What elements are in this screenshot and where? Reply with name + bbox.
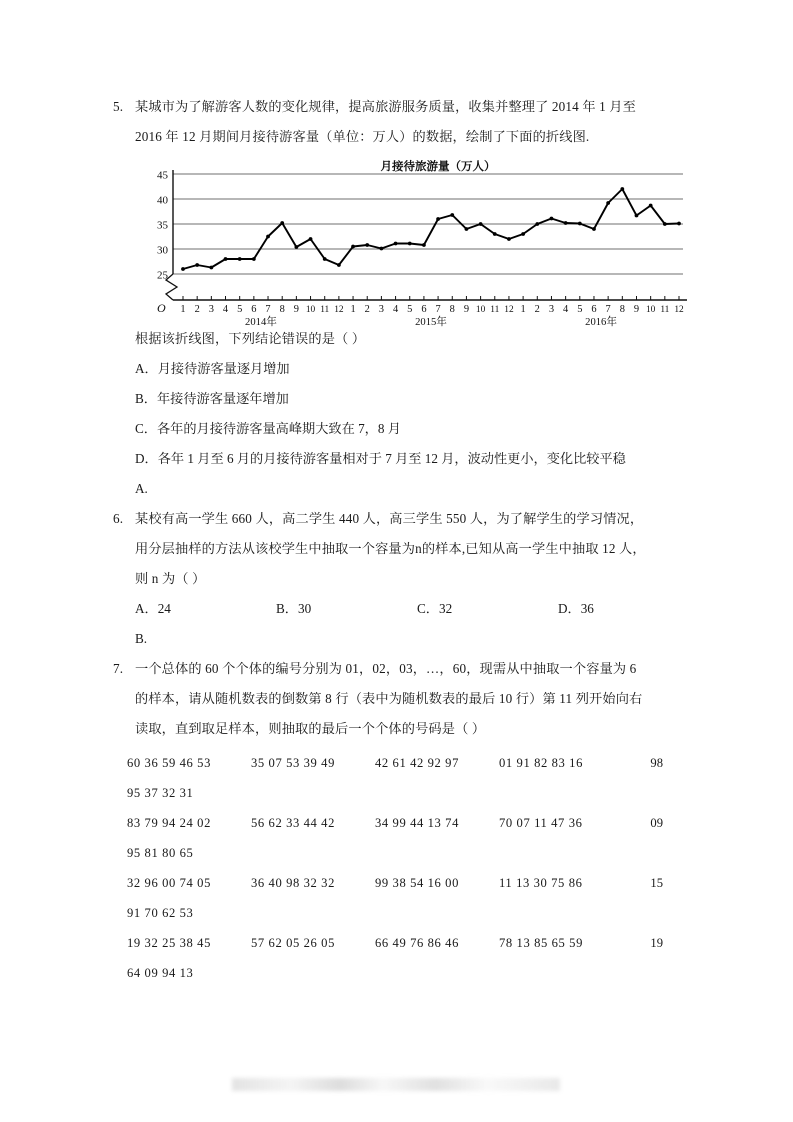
chart-title: 月接待旅游量（万人） <box>380 161 496 173</box>
chart-data-point <box>578 222 582 226</box>
chart-x-tick-label: 7 <box>605 304 611 315</box>
chart-data-point <box>309 237 313 241</box>
random-number-group: 42 61 42 92 97 <box>375 756 459 770</box>
chart-x-tick-label: 11 <box>660 305 670 315</box>
random-number-tail: 19 <box>650 936 663 950</box>
chart-data-point <box>606 201 610 205</box>
chart-data-point <box>635 214 639 218</box>
chart-x-tick-label: 4 <box>563 304 569 315</box>
random-number-continuation: 95 81 80 65 <box>127 846 194 860</box>
question-6-stem-text-3: 则 n 为（ ） <box>135 571 206 586</box>
question-7-stem-line-2 <box>113 684 690 714</box>
chart-data-point <box>365 243 369 247</box>
chart-x-tick-label: 9 <box>293 304 299 315</box>
chart-data-point <box>479 222 483 226</box>
chart-y-tick-label: 25 <box>157 269 168 282</box>
random-number-group: 66 49 76 86 46 <box>375 936 459 950</box>
chart-data-point <box>564 221 568 225</box>
chart-x-tick-label: 6 <box>591 304 597 315</box>
random-number-group: 60 36 59 46 53 <box>127 756 211 770</box>
page-watermark <box>232 1078 560 1091</box>
question-6-stem-line-3 <box>113 564 690 594</box>
question-5-prompt <box>113 324 690 354</box>
chart-x-tick-label: 5 <box>407 304 413 315</box>
random-number-tail: 98 <box>650 756 663 770</box>
random-number-continuation: 64 09 94 13 <box>127 966 194 980</box>
chart-data-point <box>238 257 242 261</box>
random-number-group: 36 40 98 32 32 <box>251 876 335 890</box>
chart-data-point <box>323 257 327 261</box>
chart-x-tick-label: 4 <box>392 304 399 315</box>
random-number-continuation: 95 37 32 31 <box>127 786 194 800</box>
question-6-stem-text-2: 用分层抽样的方法从该校学生中抽取一个容量为n的样本,已知从高一学生中抽取 12 人， <box>135 541 646 556</box>
chart-x-tick-label: 6 <box>251 304 257 315</box>
random-number-group: 35 07 53 39 49 <box>251 756 335 770</box>
chart-data-point <box>649 204 653 208</box>
question-7-number: 7. <box>113 661 124 676</box>
chart-data-point <box>592 227 596 231</box>
chart-x-tick-label: 8 <box>619 304 625 315</box>
chart-x-tick-label: 9 <box>633 304 640 315</box>
question-5-option-c[interactable]: C．各年的月接待游客量高峰期大致在 7，8 月 <box>135 421 401 436</box>
chart-data-point <box>252 257 256 261</box>
chart-x-tick-label: 3 <box>548 304 555 315</box>
question-7-stem-text-2: 的样本，请从随机数表的倒数第 8 行（表中为随机数表的最后 10 行）第 11 列开始向右 <box>135 691 643 706</box>
chart-data-point <box>620 187 624 191</box>
chart-x-tick-label: 11 <box>490 305 500 315</box>
chart-x-tick-label: 3 <box>378 304 385 315</box>
chart-data-point <box>380 247 384 251</box>
chart-data-point <box>351 245 355 249</box>
chart-x-tick-label: 7 <box>435 304 441 315</box>
question-5-stem-text-2: 2016 年 12 月期间月接待游客量（单位：万人）的数据，绘制了下面的折线图. <box>135 129 590 144</box>
chart-x-tick-label: 1 <box>350 304 356 315</box>
chart-x-tick-label: 8 <box>279 304 285 315</box>
chart-canvas <box>131 160 691 328</box>
chart-x-tick-label: 12 <box>504 305 514 315</box>
question-7-stem-line-1 <box>113 654 690 684</box>
random-number-group: 99 38 54 16 00 <box>375 876 459 890</box>
random-number-row <box>113 928 690 958</box>
question-7-stem-text-1: 一个总体的 60 个个体的编号分别为 01，02，03，…，60，现需从中抽取一个容量为 6 <box>135 661 637 676</box>
question-5-stem-line-2 <box>113 122 690 152</box>
chart-axis-break-icon <box>166 274 177 300</box>
random-number-group: 01 91 82 83 16 <box>499 756 583 770</box>
chart-data-point <box>507 237 511 241</box>
chart-data-point <box>394 242 398 246</box>
chart-y-tick-label: 40 <box>157 194 168 207</box>
random-number-group: 56 62 33 44 42 <box>251 816 335 830</box>
chart-x-tick-label: 2 <box>194 304 200 315</box>
chart-x-tick-label: 10 <box>475 305 486 315</box>
monthly-visitors-line-chart <box>131 160 691 328</box>
random-number-group: 11 13 30 75 86 <box>499 876 583 890</box>
chart-data-point <box>677 222 681 226</box>
question-6-number: 6. <box>113 511 124 526</box>
chart-x-tick-label: 10 <box>645 305 656 315</box>
random-number-group: 32 96 00 74 05 <box>127 876 211 890</box>
random-number-table <box>113 748 690 988</box>
chart-x-tick-label: 8 <box>449 304 455 315</box>
chart-group-label: 2015年 <box>415 317 447 328</box>
chart-x-tick-label: 1 <box>180 304 186 315</box>
random-number-row <box>113 808 690 838</box>
question-5-option-a[interactable]: A．月接待游客量逐月增加 <box>135 361 290 376</box>
question-5-option-b[interactable]: B．年接待游客量逐年增加 <box>135 391 289 406</box>
chart-data-point <box>209 266 213 270</box>
chart-data-point <box>224 257 228 261</box>
question-6-option-a[interactable]: A．24 <box>135 601 171 616</box>
chart-x-tick-label: 9 <box>463 304 470 315</box>
chart-data-point <box>493 232 497 236</box>
random-number-group: 70 07 11 47 36 <box>499 816 583 830</box>
question-6-option-b[interactable]: B．30 <box>276 601 312 616</box>
chart-x-tick-label: 1 <box>520 304 526 315</box>
chart-data-point <box>294 245 298 249</box>
chart-x-tick-label: 12 <box>334 305 344 315</box>
random-number-row <box>113 748 690 778</box>
chart-data-point <box>408 242 412 246</box>
chart-y-tick-label: 35 <box>157 219 168 232</box>
chart-x-tick-label: 2 <box>364 304 370 315</box>
question-7-stem-text-3: 读取，直到取足样本，则抽取的最后一个个体的号码是（ ） <box>135 721 486 736</box>
random-number-group: 57 62 05 26 05 <box>251 936 335 950</box>
question-5 <box>113 92 690 504</box>
question-7-stem-line-3 <box>113 714 690 744</box>
chart-data-point <box>450 213 454 217</box>
chart-x-tick-label: 6 <box>421 304 427 315</box>
chart-group-label: 2014年 <box>245 317 277 328</box>
chart-data-point <box>266 235 270 239</box>
chart-data-point <box>465 227 469 231</box>
question-6 <box>113 504 690 654</box>
chart-group-label: 2016年 <box>585 317 617 328</box>
chart-x-tick-label: 2 <box>534 304 540 315</box>
chart-data-point <box>337 263 341 267</box>
question-5-stem-text-1: 某城市为了解游客人数的变化规律，提高旅游服务质量，收集并整理了 2014 年 1 月至 <box>135 99 636 114</box>
random-number-tail: 09 <box>650 816 663 830</box>
chart-x-tick-label: 12 <box>674 305 684 315</box>
chart-data-point <box>535 222 539 226</box>
question-6-stem-text-1: 某校有高一学生 660 人，高二学生 440 人，高三学生 550 人，为了解学生的学习情况， <box>135 511 644 526</box>
random-number-tail: 15 <box>650 876 663 890</box>
chart-x-tick-label: 11 <box>320 305 330 315</box>
chart-data-point <box>550 217 554 221</box>
question-5-option-d[interactable]: D．各年 1 月至 6 月的月接待游客量相对于 7 月至 12 月，波动性更小，变化比较平稳 <box>135 451 626 466</box>
question-5-answer: A. <box>135 481 148 496</box>
chart-data-point <box>181 267 185 271</box>
chart-data-point <box>422 243 426 247</box>
random-number-group: 78 13 85 65 59 <box>499 936 583 950</box>
chart-data-point <box>195 263 199 267</box>
chart-data-point <box>280 221 284 225</box>
question-7 <box>113 654 690 988</box>
question-5-number: 5. <box>113 99 124 114</box>
question-6-options <box>113 594 690 624</box>
chart-y-tick-label: 30 <box>157 244 168 257</box>
chart-data-point <box>436 217 440 221</box>
chart-x-tick-label: 4 <box>222 304 229 315</box>
chart-origin-label: O <box>157 301 166 315</box>
chart-data-point <box>521 232 525 236</box>
random-number-continuation: 91 70 62 53 <box>127 906 194 920</box>
chart-x-tick-label: 7 <box>265 304 271 315</box>
chart-x-tick-label: 3 <box>208 304 214 315</box>
chart-x-tick-label: 10 <box>305 305 316 315</box>
question-6-option-d[interactable]: D．36 <box>558 601 594 616</box>
question-5-prompt-text: 根据该折线图，下列结论错误的是（ ） <box>135 331 366 346</box>
question-6-answer: B. <box>135 631 148 646</box>
chart-x-tick-label: 5 <box>577 304 583 315</box>
random-number-group: 83 79 94 24 02 <box>127 816 211 830</box>
question-5-stem-line-1 <box>113 92 690 122</box>
random-number-group: 34 99 44 13 74 <box>375 816 459 830</box>
chart-data-line <box>183 189 679 269</box>
random-number-row <box>113 868 690 898</box>
random-number-group: 19 32 25 38 45 <box>127 936 211 950</box>
question-6-option-c[interactable]: C．32 <box>417 601 453 616</box>
question-6-stem-line-1 <box>113 504 690 534</box>
question-6-stem-line-2 <box>113 534 690 564</box>
chart-x-tick-label: 5 <box>237 304 243 315</box>
chart-y-tick-label: 45 <box>157 169 168 182</box>
chart-data-point <box>663 222 667 226</box>
